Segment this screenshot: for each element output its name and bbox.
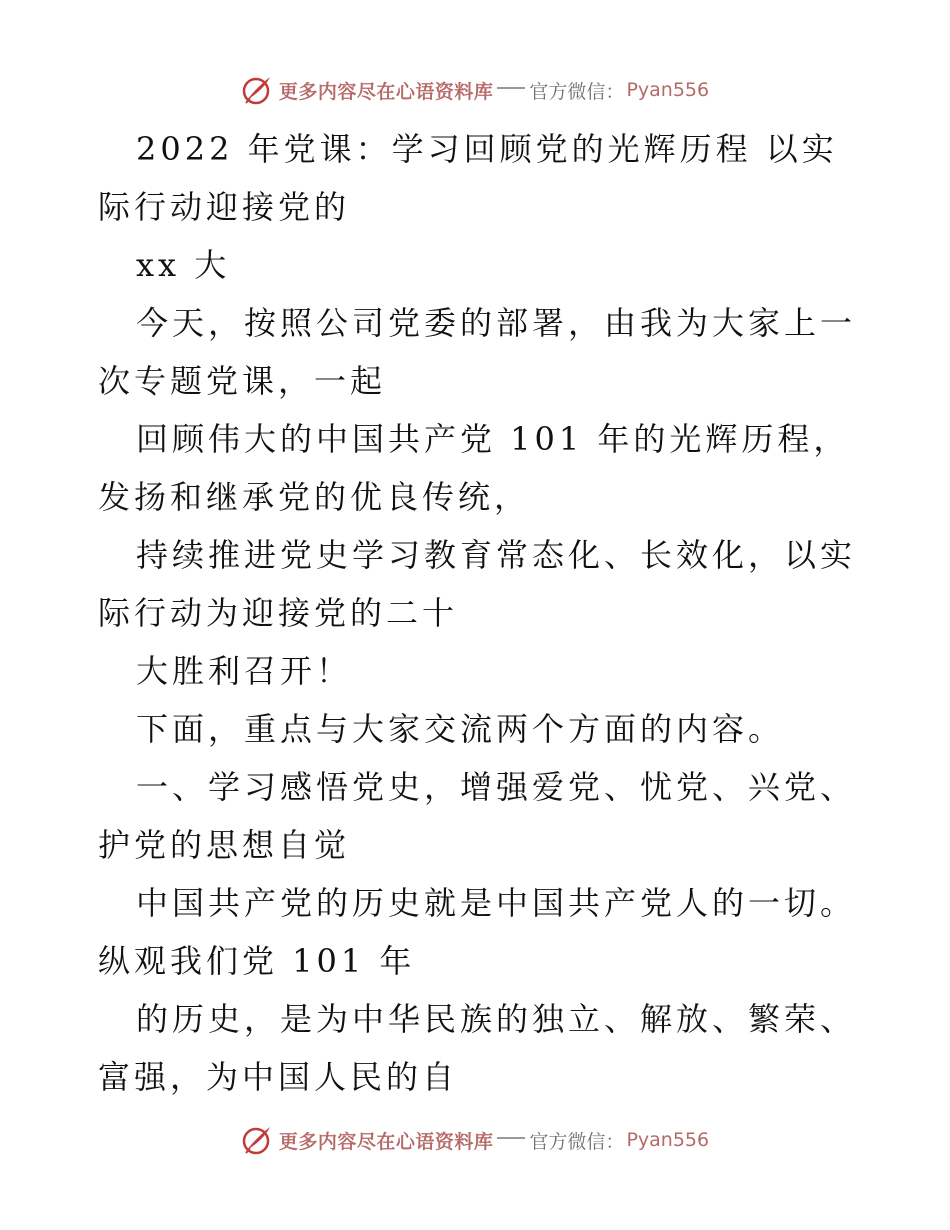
paragraph: 回顾伟大的中国共产党 101 年的光辉历程，发扬和继承党的优良传统，	[98, 420, 850, 516]
paragraph: 今天，按照公司党委的部署，由我为大家上一次专题党课，一起	[98, 304, 857, 400]
footer-watermark	[0, 1120, 950, 1160]
footer-wechat-id: Pyan556	[626, 1129, 710, 1151]
footer-promo-text: 更多内容尽在心语资料库	[278, 1130, 494, 1153]
quill-logo-icon	[241, 74, 273, 106]
document-title-line-1: 2022 年党课：学习回顾党的光辉历程 以实际行动迎接党的	[98, 130, 838, 226]
footer-separator	[497, 1137, 525, 1139]
paragraph: 下面，重点与大家交流两个方面的内容。	[136, 710, 785, 748]
document-body	[98, 120, 858, 1106]
document-title-line-2: xx 大	[136, 246, 231, 284]
header-watermark	[0, 70, 950, 110]
section-heading: 一、学习感悟党史，增强爱党、忧党、兴党、护党的思想自觉	[98, 768, 857, 864]
paragraph: 大胜利召开！	[136, 652, 353, 690]
quill-logo-icon	[241, 1124, 273, 1156]
footer-wechat-label: 官方微信：	[529, 1130, 625, 1153]
header-separator	[497, 87, 525, 89]
paragraph: 的历史，是为中华民族的独立、解放、繁荣、富强，为中国人民的自	[98, 1000, 857, 1096]
header-promo-text: 更多内容尽在心语资料库	[278, 80, 494, 103]
paragraph: 持续推进党史学习教育常态化、长效化，以实际行动为迎接党的二十	[98, 536, 857, 632]
header-wechat-id: Pyan556	[626, 79, 710, 101]
paragraph: 中国共产党的历史就是中国共产党人的一切。纵观我们党 101 年	[98, 884, 857, 980]
header-wechat-label: 官方微信：	[529, 80, 625, 103]
